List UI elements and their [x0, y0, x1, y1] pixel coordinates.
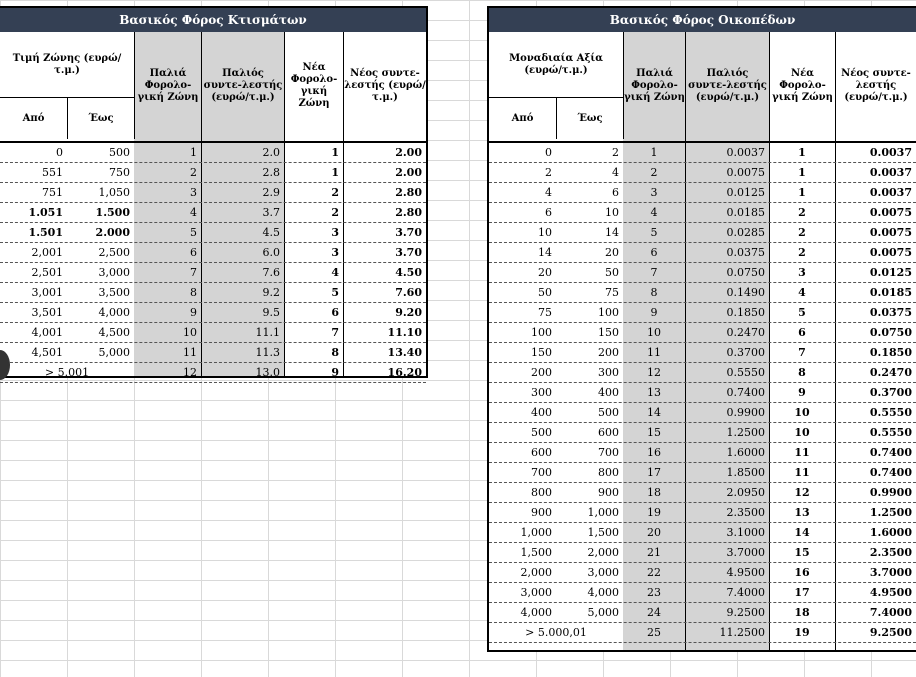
cell-new-zone[interactable]: 2: [798, 206, 806, 219]
cell-new-coefficient[interactable]: 13.40: [387, 346, 422, 359]
table-row: [0, 163, 426, 183]
cell-to[interactable]: 2,500: [98, 246, 130, 259]
cell-old-coefficient[interactable]: 1.6000: [726, 446, 765, 459]
header-from: Από: [22, 112, 45, 124]
cell-to[interactable]: 14: [605, 226, 619, 239]
cell-old-coefficient[interactable]: 2.9: [262, 186, 280, 199]
cell-to[interactable]: 20: [605, 246, 619, 259]
cell-old-coefficient[interactable]: 0.0075: [726, 166, 765, 179]
table-row: [0, 223, 426, 243]
cell-new-coefficient[interactable]: 0.0037: [869, 166, 912, 179]
cell-new-coefficient[interactable]: 4.50: [395, 266, 422, 279]
table-row: [489, 403, 916, 423]
cell-from[interactable]: 20: [538, 266, 552, 279]
cell-old-coefficient[interactable]: 7.4000: [726, 586, 765, 599]
cell-new-coefficient[interactable]: 16.20: [387, 366, 422, 379]
cell-new-zone[interactable]: 15: [794, 546, 810, 559]
table-row: [489, 303, 916, 323]
table-row: [489, 623, 916, 643]
cell-to[interactable]: 50: [605, 266, 619, 279]
cell-new-zone[interactable]: 3: [798, 266, 806, 279]
cell-old-zone[interactable]: 1: [650, 146, 658, 159]
cell-new-zone[interactable]: 12: [794, 486, 810, 499]
cell-new-zone[interactable]: 8: [798, 366, 806, 379]
cell-new-zone[interactable]: 1: [798, 146, 806, 159]
cell-old-coefficient[interactable]: 1.8500: [726, 466, 765, 479]
cell-new-coefficient[interactable]: 0.5550: [869, 406, 912, 419]
cell-old-coefficient[interactable]: 0.3700: [726, 346, 765, 359]
cell-to[interactable]: 1,000: [587, 506, 619, 519]
cell-to[interactable]: 750: [109, 166, 130, 179]
cell-old-coefficient[interactable]: 0.5550: [726, 366, 765, 379]
buildings-table-header: [0, 32, 426, 143]
cell-old-coefficient[interactable]: 9.2: [262, 286, 280, 299]
cell-old-coefficient[interactable]: 0.0185: [726, 206, 765, 219]
cell-old-zone[interactable]: 5: [190, 226, 197, 239]
cell-to[interactable]: 4,000: [98, 306, 130, 319]
cell-new-zone[interactable]: 11: [794, 466, 810, 479]
cell-from[interactable]: 300: [531, 386, 552, 399]
cell-old-zone[interactable]: 19: [647, 506, 661, 519]
cell-old-coefficient[interactable]: 11.3: [255, 346, 280, 359]
cell-new-zone[interactable]: 1: [798, 186, 806, 199]
cell-from[interactable]: 1,000: [520, 526, 552, 539]
cell-old-coefficient[interactable]: 9.2500: [726, 606, 765, 619]
cell-old-zone[interactable]: 14: [647, 406, 661, 419]
cell-old-coefficient[interactable]: 0.0037: [726, 146, 765, 159]
cell-to[interactable]: 3,000: [98, 266, 130, 279]
cell-new-zone[interactable]: 19: [794, 626, 810, 639]
cell-new-zone[interactable]: 6: [331, 306, 339, 319]
cell-new-coefficient[interactable]: 0.0075: [869, 206, 912, 219]
cell-old-coefficient[interactable]: 9.5: [262, 306, 280, 319]
cell-new-zone[interactable]: 18: [794, 606, 810, 619]
table-row: [489, 263, 916, 283]
cell-to[interactable]: 2: [612, 146, 619, 159]
cell-new-zone[interactable]: 17: [794, 586, 810, 599]
cell-old-coefficient[interactable]: 11.2500: [719, 626, 765, 639]
cell-from[interactable]: 2: [545, 166, 552, 179]
cell-from[interactable]: 900: [531, 506, 552, 519]
cell-old-zone[interactable]: 3: [190, 186, 197, 199]
cell-new-coefficient[interactable]: 2.00: [395, 166, 422, 179]
cell-old-zone[interactable]: 17: [647, 466, 661, 479]
cell-new-coefficient[interactable]: 0.5550: [869, 426, 912, 439]
cell-to[interactable]: 5,000: [98, 346, 130, 359]
table-row: [0, 183, 426, 203]
cell-from[interactable]: 1,500: [520, 546, 552, 559]
cell-old-zone[interactable]: 3: [650, 186, 658, 199]
table-row: [489, 283, 916, 303]
header-from: Από: [511, 112, 534, 124]
cell-to[interactable]: 1,050: [98, 186, 130, 199]
cell-old-coefficient[interactable]: 2.0950: [726, 486, 765, 499]
cell-old-zone[interactable]: 12: [647, 366, 661, 379]
cell-old-zone[interactable]: 4: [650, 206, 658, 219]
cell-to[interactable]: 600: [598, 426, 619, 439]
table-row: [489, 563, 916, 583]
cell-new-zone[interactable]: 9: [331, 366, 339, 379]
cell-new-coefficient[interactable]: 7.60: [395, 286, 422, 299]
cell-to[interactable]: [556, 623, 623, 642]
header-old-coefficient: Παλιός συντε-λεστής (ευρώ/τ.μ.): [201, 32, 284, 139]
table-row: [489, 603, 916, 623]
header-old-coefficient: Παλιός συντε-λεστής (ευρώ/τ.μ.): [685, 32, 769, 139]
cell-new-coefficient[interactable]: 2.80: [395, 186, 422, 199]
cell-old-coefficient[interactable]: 11.1: [255, 326, 280, 339]
table-row: [0, 363, 426, 383]
cell-new-zone[interactable]: 4: [331, 266, 339, 279]
cell-new-zone[interactable]: 2: [331, 186, 339, 199]
cell-new-zone[interactable]: 5: [798, 306, 806, 319]
cell-old-zone[interactable]: 6: [650, 246, 658, 259]
table-row: [0, 283, 426, 303]
cell-new-coefficient[interactable]: 0.0037: [869, 146, 912, 159]
table-row: [489, 523, 916, 543]
cell-old-zone[interactable]: 8: [190, 286, 197, 299]
cell-to[interactable]: 1.500: [95, 206, 130, 219]
plots-table: [487, 6, 916, 652]
cell-new-zone[interactable]: 7: [798, 346, 806, 359]
table-row: [0, 343, 426, 363]
cell-old-zone[interactable]: 7: [650, 266, 658, 279]
cell-from[interactable]: 4,001: [31, 326, 63, 339]
cell-old-coefficient[interactable]: 2.0: [262, 146, 280, 159]
table-row: [489, 543, 916, 563]
cell-old-coefficient[interactable]: 3.7: [262, 206, 280, 219]
cell-old-zone[interactable]: 9: [190, 306, 197, 319]
cell-new-zone[interactable]: 8: [331, 346, 339, 359]
cell-old-zone[interactable]: 18: [647, 486, 661, 499]
cell-to[interactable]: 500: [598, 406, 619, 419]
plots-table-title: Βασικός Φόρος Οικοπέδων: [489, 8, 916, 32]
cell-old-zone[interactable]: 11: [183, 346, 197, 359]
cell-new-coefficient[interactable]: 1.2500: [869, 506, 912, 519]
table-row: [489, 583, 916, 603]
cell-from[interactable]: 700: [531, 466, 552, 479]
cell-to[interactable]: 2,000: [587, 546, 619, 559]
cell-from[interactable]: 500: [531, 426, 552, 439]
cell-from[interactable]: 1.501: [28, 226, 63, 239]
table-row: [0, 143, 426, 163]
header-to: Έως: [67, 98, 134, 139]
cell-from[interactable]: 2,001: [31, 246, 63, 259]
cell-old-coefficient[interactable]: 2.8: [262, 166, 280, 179]
cell-to[interactable]: 200: [598, 346, 619, 359]
cell-old-zone[interactable]: 6: [190, 246, 197, 259]
header-new-coefficient: Νέος συντε-λεστής (ευρώ/τ.μ.): [835, 32, 916, 139]
cell-from[interactable]: 4,501: [31, 346, 63, 359]
table-row: [489, 243, 916, 263]
table-row: [489, 443, 916, 463]
cell-new-zone[interactable]: 6: [798, 326, 806, 339]
table-row: [0, 263, 426, 283]
cell-to[interactable]: 3,500: [98, 286, 130, 299]
table-row: [489, 463, 916, 483]
cell-from[interactable]: 3,501: [31, 306, 63, 319]
cell-from[interactable]: 2,501: [31, 266, 63, 279]
cell-from[interactable]: 800: [531, 486, 552, 499]
table-row: [489, 183, 916, 203]
cell-old-zone[interactable]: 24: [647, 606, 661, 619]
cell-new-coefficient[interactable]: 0.0075: [869, 246, 912, 259]
buildings-table: [0, 6, 428, 378]
header-new-coefficient: Νέος συντε-λεστής (ευρώ/τ.μ.): [343, 32, 426, 139]
cell-new-coefficient[interactable]: 9.20: [395, 306, 422, 319]
cell-from[interactable]: 2,000: [520, 566, 552, 579]
cell-old-zone[interactable]: 20: [647, 526, 661, 539]
cell-to[interactable]: 4,000: [587, 586, 619, 599]
cell-new-zone[interactable]: 16: [794, 566, 810, 579]
table-row: [489, 423, 916, 443]
cell-new-coefficient[interactable]: 0.7400: [869, 446, 912, 459]
cell-old-zone[interactable]: 15: [647, 426, 661, 439]
cell-new-zone[interactable]: 13: [794, 506, 810, 519]
table-row: [489, 143, 916, 163]
table-row: [489, 223, 916, 243]
cell-old-coefficient[interactable]: 2.3500: [726, 506, 765, 519]
cell-new-zone[interactable]: 11: [794, 446, 810, 459]
cell-old-zone[interactable]: 21: [647, 546, 661, 559]
cell-new-coefficient[interactable]: 4.9500: [869, 586, 912, 599]
plots-table-header: [489, 32, 916, 143]
cell-new-zone[interactable]: 7: [331, 326, 339, 339]
header-zone-price: Τιμή Ζώνης (ευρώ/τ.μ.): [0, 32, 134, 98]
cell-from[interactable]: 400: [531, 406, 552, 419]
table-row: [0, 323, 426, 343]
cell-from[interactable]: 150: [531, 346, 552, 359]
cell-new-zone[interactable]: 5: [331, 286, 339, 299]
cell-new-zone[interactable]: 2: [331, 206, 339, 219]
cell-to[interactable]: 2.000: [95, 226, 130, 239]
cell-new-coefficient[interactable]: 0.7400: [869, 466, 912, 479]
cell-old-zone[interactable]: 10: [183, 326, 197, 339]
cell-from[interactable]: 551: [42, 166, 63, 179]
cell-new-zone[interactable]: 2: [798, 226, 806, 239]
cell-new-zone[interactable]: 3: [331, 226, 339, 239]
table-row: [489, 383, 916, 403]
cell-from[interactable]: 3,001: [31, 286, 63, 299]
cell-old-zone[interactable]: 11: [647, 346, 661, 359]
cell-new-coefficient[interactable]: 0.0750: [869, 326, 912, 339]
cell-from[interactable]: > 5.001: [44, 366, 90, 379]
table-row: [0, 203, 426, 223]
header-new-zone: Νέα Φορολο-γική Ζώνη: [769, 32, 835, 139]
cell-new-zone[interactable]: 2: [798, 246, 806, 259]
table-row: [0, 303, 426, 323]
cell-new-coefficient[interactable]: 3.7000: [869, 566, 912, 579]
cell-to[interactable]: 75: [605, 286, 619, 299]
cell-new-coefficient[interactable]: 0.1850: [869, 346, 912, 359]
cell-new-coefficient[interactable]: 2.3500: [869, 546, 912, 559]
cell-from[interactable]: 100: [531, 326, 552, 339]
cell-from[interactable]: 4,000: [520, 606, 552, 619]
header-new-zone: Νέα Φορολο-γική Ζώνη: [284, 32, 343, 139]
cell-old-coefficient[interactable]: 7.6: [262, 266, 280, 279]
cell-old-zone[interactable]: 25: [647, 626, 661, 639]
cell-old-coefficient[interactable]: 0.0750: [726, 266, 765, 279]
cell-old-coefficient[interactable]: 0.1850: [726, 306, 765, 319]
table-row: [489, 203, 916, 223]
cell-old-coefficient[interactable]: 3.7000: [726, 546, 765, 559]
cell-new-coefficient[interactable]: 0.3700: [869, 386, 912, 399]
table-row: [489, 363, 916, 383]
cell-old-zone[interactable]: 8: [650, 286, 658, 299]
cell-from[interactable]: 14: [538, 246, 552, 259]
cell-new-coefficient[interactable]: 2.00: [395, 146, 422, 159]
cell-from[interactable]: 10: [538, 226, 552, 239]
cell-from[interactable]: 6: [545, 206, 552, 219]
cell-from[interactable]: 600: [531, 446, 552, 459]
cell-old-coefficient[interactable]: 4.9500: [726, 566, 765, 579]
table-row: [489, 483, 916, 503]
cell-old-coefficient[interactable]: 0.0375: [726, 246, 765, 259]
cell-to[interactable]: 900: [598, 486, 619, 499]
cell-to[interactable]: 100: [598, 306, 619, 319]
cell-to[interactable]: 4,500: [98, 326, 130, 339]
cell-new-coefficient[interactable]: 0.0375: [869, 306, 912, 319]
cell-old-zone[interactable]: 7: [190, 266, 197, 279]
cell-to[interactable]: 5,000: [587, 606, 619, 619]
cell-old-coefficient[interactable]: 3.1000: [726, 526, 765, 539]
header-old-zone: Παλιά Φορολο-γική Ζώνη: [623, 32, 685, 139]
cell-from[interactable]: 50: [538, 286, 552, 299]
table-row: [489, 323, 916, 343]
cell-new-coefficient[interactable]: 11.10: [387, 326, 422, 339]
cell-old-zone[interactable]: 2: [190, 166, 197, 179]
cell-new-zone[interactable]: 4: [798, 286, 806, 299]
cell-old-zone[interactable]: 10: [647, 326, 661, 339]
cell-to[interactable]: 500: [109, 146, 130, 159]
cell-old-zone[interactable]: 16: [647, 446, 661, 459]
cell-new-coefficient[interactable]: 0.2470: [869, 366, 912, 379]
cell-old-coefficient[interactable]: 0.1490: [726, 286, 765, 299]
cell-from[interactable]: > 5.000,01: [525, 626, 587, 639]
header-unit-value: Μοναδιαία Αξία (ευρώ/τ.μ.): [489, 32, 623, 98]
cell-old-coefficient[interactable]: 6.0: [262, 246, 280, 259]
cell-old-zone[interactable]: 2: [650, 166, 658, 179]
cell-from[interactable]: 3,000: [520, 586, 552, 599]
cell-old-coefficient[interactable]: 4.5: [262, 226, 280, 239]
cell-from[interactable]: 751: [42, 186, 63, 199]
cell-old-coefficient[interactable]: 0.7400: [726, 386, 765, 399]
cell-to[interactable]: 700: [598, 446, 619, 459]
cell-old-coefficient[interactable]: 1.2500: [726, 426, 765, 439]
buildings-table-title: Βασικός Φόρος Κτισμάτων: [0, 8, 426, 32]
cell-from[interactable]: 0: [545, 146, 552, 159]
cell-new-zone[interactable]: 3: [331, 246, 339, 259]
header-old-zone: Παλιά Φορολο-γική Ζώνη: [134, 32, 201, 139]
cell-to[interactable]: 1,500: [587, 526, 619, 539]
cell-from[interactable]: 1.051: [28, 206, 63, 219]
cell-old-coefficient[interactable]: 0.2470: [726, 326, 765, 339]
table-row: [489, 503, 916, 523]
cell-from[interactable]: 75: [538, 306, 552, 319]
cell-new-coefficient[interactable]: 9.2500: [869, 626, 912, 639]
cell-new-coefficient[interactable]: 0.0185: [869, 286, 912, 299]
table-row: [489, 343, 916, 363]
cell-new-zone[interactable]: 1: [798, 166, 806, 179]
cell-from[interactable]: 0: [56, 146, 63, 159]
table-row: [0, 243, 426, 263]
cell-new-coefficient[interactable]: 3.70: [395, 226, 422, 239]
cell-new-zone[interactable]: 1: [331, 166, 339, 179]
cell-old-zone[interactable]: 9: [650, 306, 658, 319]
cell-old-coefficient[interactable]: 0.0285: [726, 226, 765, 239]
header-to: Έως: [556, 98, 623, 139]
cell-old-zone[interactable]: 1: [190, 146, 197, 159]
cell-to[interactable]: 3,000: [587, 566, 619, 579]
cell-to[interactable]: 300: [598, 366, 619, 379]
cell-old-zone[interactable]: 4: [190, 206, 197, 219]
cell-old-zone[interactable]: 12: [183, 366, 197, 379]
cell-to[interactable]: 400: [598, 386, 619, 399]
cell-old-coefficient[interactable]: 13.0: [255, 366, 280, 379]
cell-new-coefficient[interactable]: 0.0037: [869, 186, 912, 199]
cell-to[interactable]: 6: [612, 186, 619, 199]
cell-new-coefficient[interactable]: 0.0075: [869, 226, 912, 239]
cell-to[interactable]: [67, 363, 134, 382]
cell-old-coefficient[interactable]: 0.9900: [726, 406, 765, 419]
cell-old-coefficient[interactable]: 0.0125: [726, 186, 765, 199]
cell-new-zone[interactable]: 14: [794, 526, 810, 539]
table-row: [489, 163, 916, 183]
cell-new-coefficient[interactable]: 1.6000: [869, 526, 912, 539]
cell-from[interactable]: 4: [545, 186, 552, 199]
cell-to[interactable]: 800: [598, 466, 619, 479]
cell-new-zone[interactable]: 1: [331, 146, 339, 159]
cell-new-zone[interactable]: 10: [794, 426, 810, 439]
cell-to[interactable]: 4: [612, 166, 619, 179]
cell-old-zone[interactable]: 5: [650, 226, 658, 239]
cell-to[interactable]: 150: [598, 326, 619, 339]
cell-old-zone[interactable]: 22: [647, 566, 661, 579]
cell-new-coefficient[interactable]: 0.9900: [869, 486, 912, 499]
cell-old-zone[interactable]: 13: [647, 386, 661, 399]
cell-new-coefficient[interactable]: 7.4000: [869, 606, 912, 619]
cell-new-coefficient[interactable]: 3.70: [395, 246, 422, 259]
cell-old-zone[interactable]: 23: [647, 586, 661, 599]
cell-new-coefficient[interactable]: 0.0125: [869, 266, 912, 279]
cell-new-zone[interactable]: 9: [798, 386, 806, 399]
cell-new-coefficient[interactable]: 2.80: [395, 206, 422, 219]
cell-from[interactable]: 200: [531, 366, 552, 379]
cell-new-zone[interactable]: 10: [794, 406, 810, 419]
cell-to[interactable]: 10: [605, 206, 619, 219]
